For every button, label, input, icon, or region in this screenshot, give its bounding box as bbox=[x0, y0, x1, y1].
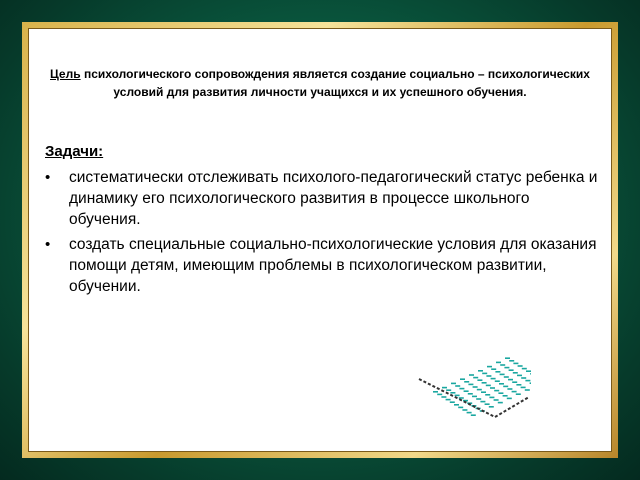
slide-title bbox=[47, 65, 593, 101]
title-rest: психологического сопровождения является создание социально – психологических условий для развития личности учащихся и их успешного обучения. bbox=[80, 67, 590, 99]
tasks-heading: Задачи: bbox=[45, 143, 104, 160]
task-item bbox=[45, 167, 601, 230]
title-lead: Цель bbox=[50, 67, 81, 81]
slide-content bbox=[28, 28, 612, 452]
task-text: создать специальные социально-психологические условия для оказания помощи детям, имеющим проблемы в психологическом развитии, обучении. bbox=[69, 236, 597, 295]
task-list bbox=[45, 167, 601, 301]
task-item bbox=[45, 234, 601, 297]
dotted-grid-icon bbox=[411, 351, 531, 421]
bullet-icon: • bbox=[45, 236, 51, 253]
slide-frame bbox=[22, 22, 618, 458]
task-text: систематически отслеживать психолого-педагогический статус ребенка и динамику его психологического развития в процессе школьного обучения. bbox=[69, 169, 598, 228]
bullet-icon: • bbox=[45, 169, 51, 186]
